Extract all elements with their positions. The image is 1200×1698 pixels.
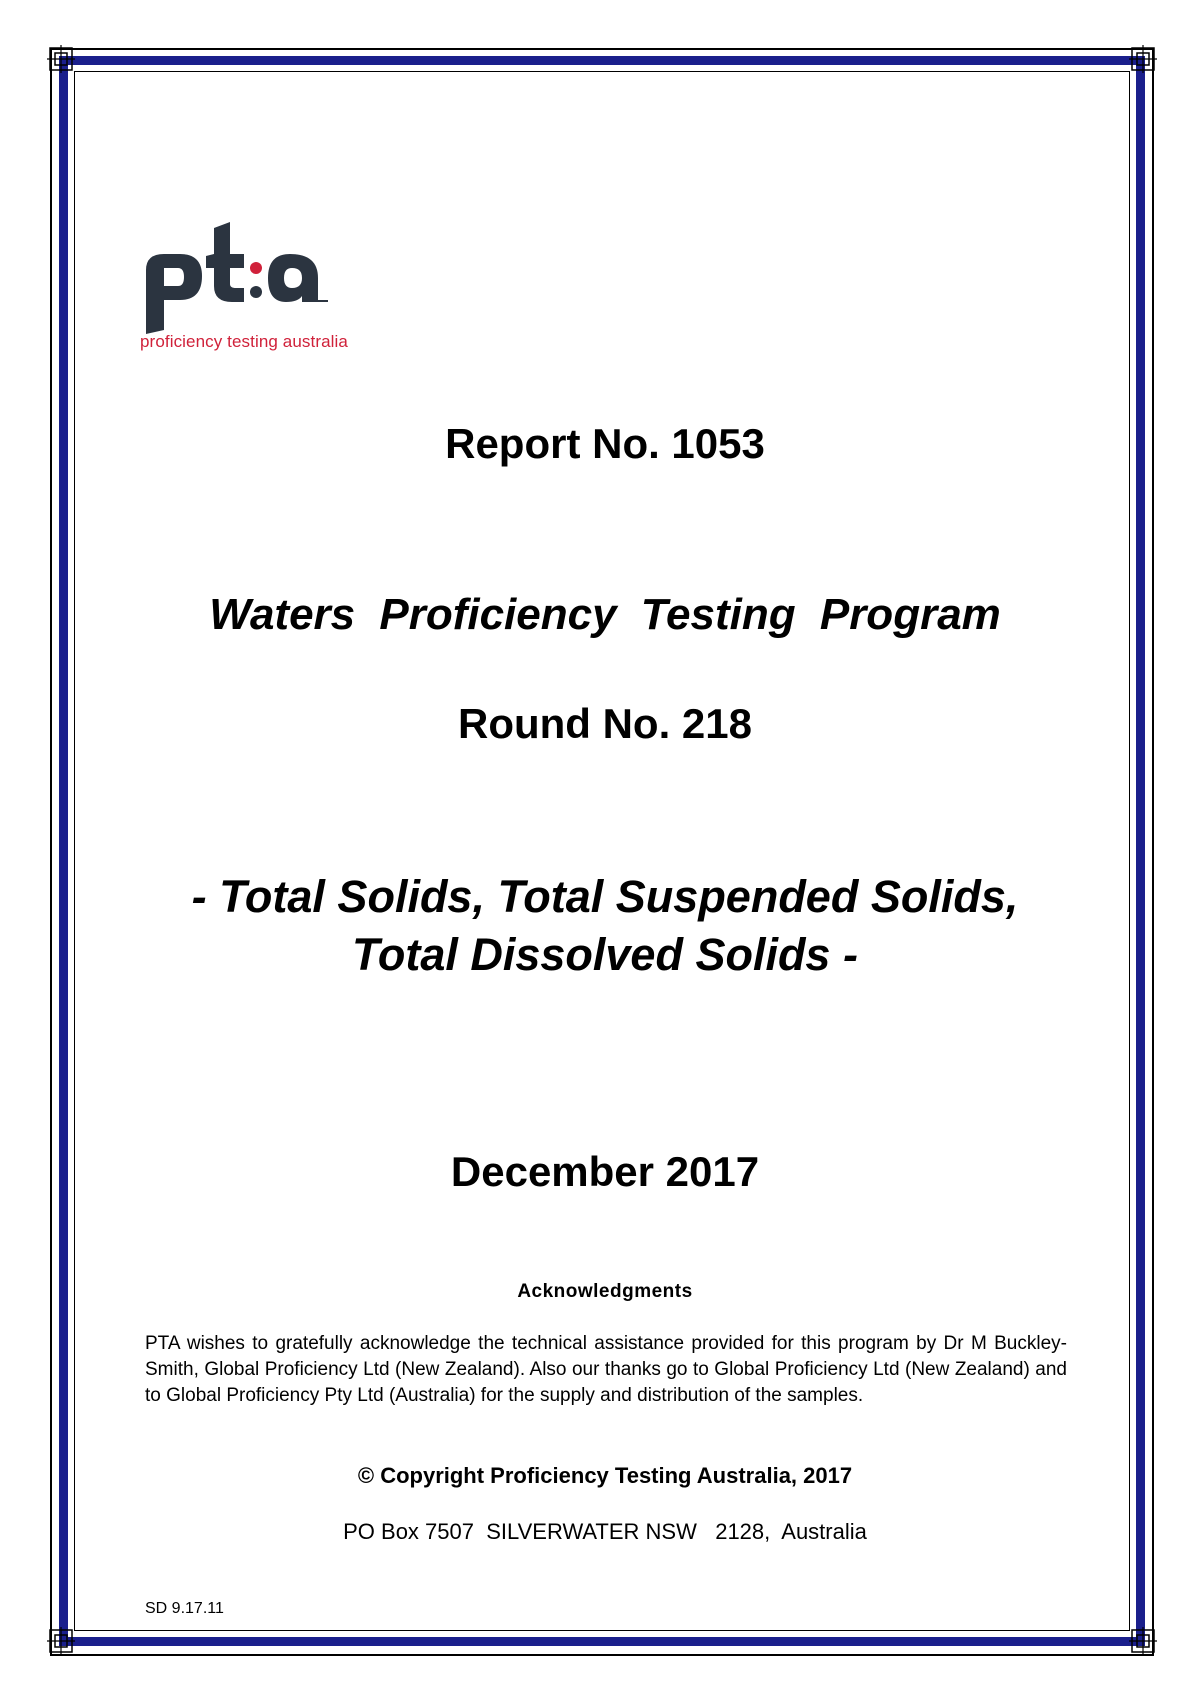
report-number: Report No. 1053 [445,420,765,467]
pta-logo [140,222,400,362]
acknowledgments-heading: Acknowledgments [517,1281,693,1302]
pta-wordmark-icon [140,222,340,334]
program-title: Waters Proficiency Testing Program [209,590,1001,639]
round-number: Round No. 218 [457,700,753,747]
corner-ornament-icon [47,1627,75,1655]
subject-title [80,868,1130,984]
subject-line-2: Total Dissolved Solids - [352,929,858,980]
report-date: December 2017 [450,1148,760,1195]
copyright-notice: © Copyright Proficiency Testing Australia, 2017 [357,1463,853,1488]
document-code: SD 9.17.11 [145,1600,224,1617]
subject-line-1: - Total Solids, Total Suspended Solids, [191,871,1019,922]
corner-ornament-icon [47,45,75,73]
corner-ornament-icon [1129,45,1157,73]
acknowledgments-body: PTA wishes to gratefully acknowledge the technical assistance provided for this program by Dr M Buckley-Smith, Global Proficiency Ltd (New Zealand). Also our thanks go to Global Proficiency Ltd (New Zealand) and to Global Proficiency Pty Ltd (Australia) for the supply and distribution of the samples. [145,1333,1067,1406]
corner-ornament-icon [1129,1627,1157,1655]
logo-tagline: proficiency testing australia [140,332,348,351]
postal-address: PO Box 7507 SILVERWATER NSW 2128, Australia [343,1519,867,1544]
